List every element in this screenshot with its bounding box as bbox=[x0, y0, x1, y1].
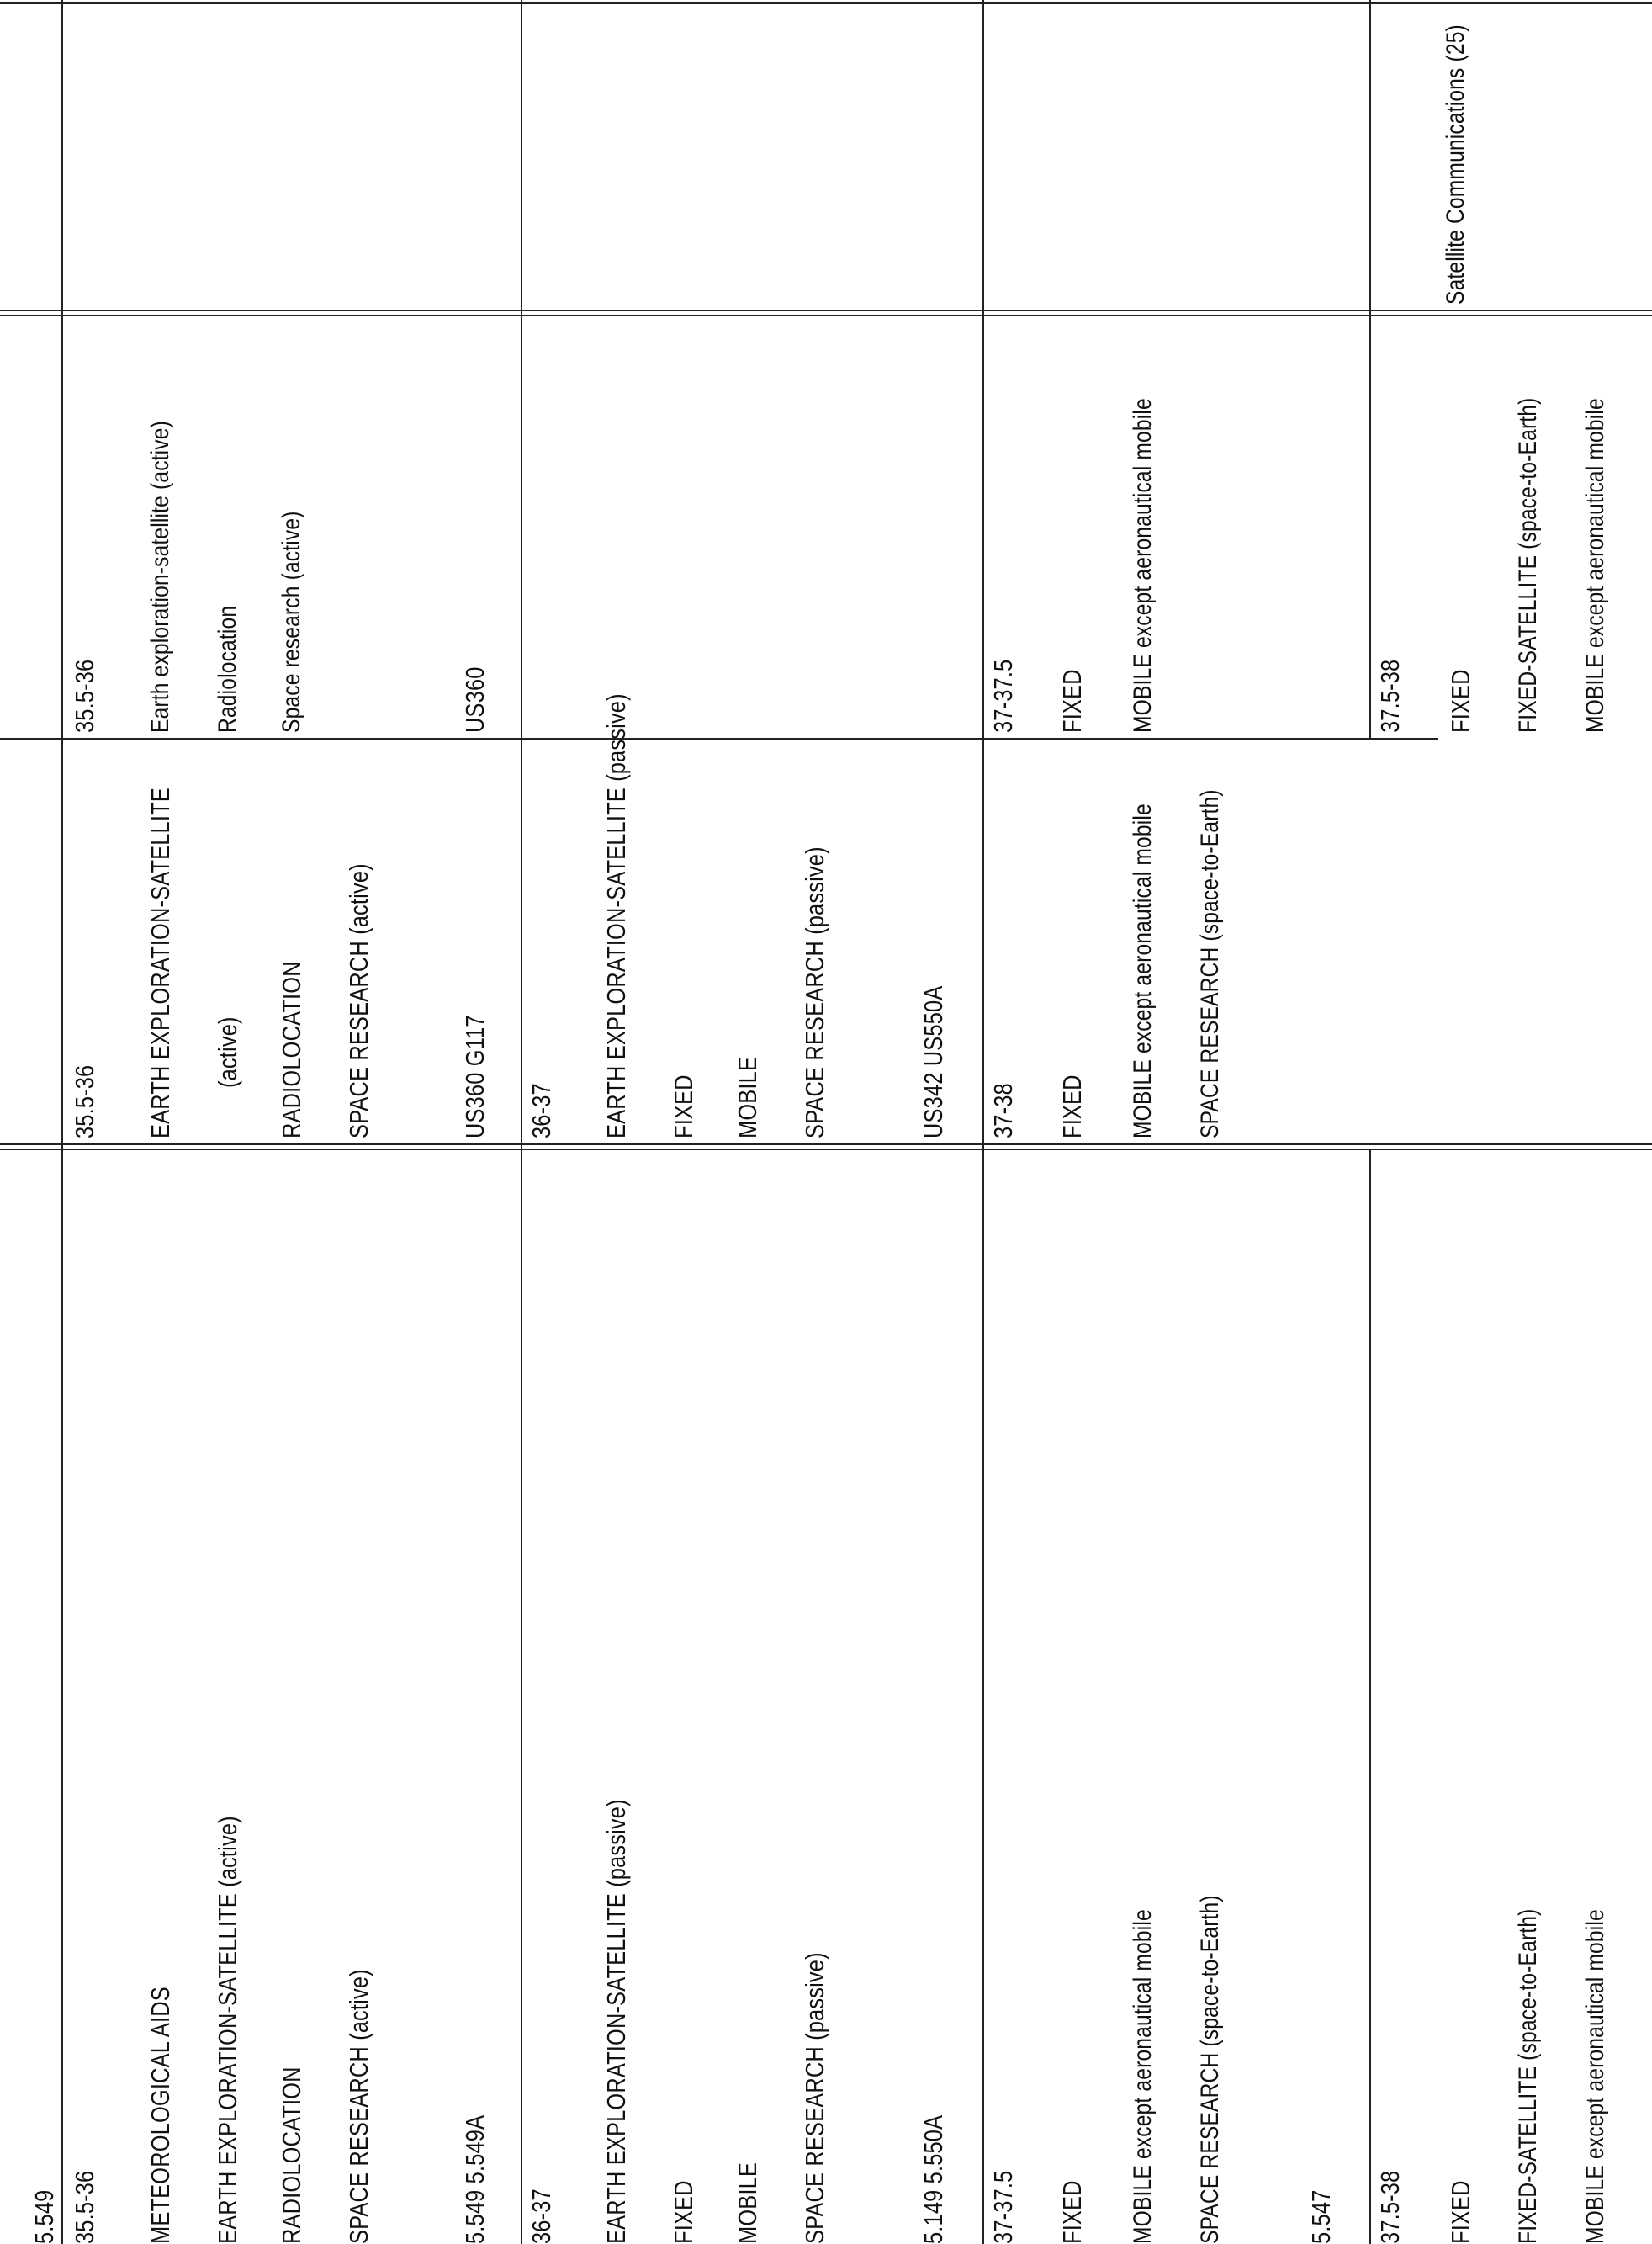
nonfederal-band-label: 35.5-36 bbox=[70, 659, 99, 733]
shared-footnotes: US342 US550A bbox=[919, 985, 948, 1138]
intl-service: FIXED bbox=[1057, 2180, 1087, 2244]
row-separator-3 bbox=[982, 0, 984, 2244]
shared-service: EARTH EXPLORATION-SATELLITE (passive) bbox=[601, 693, 631, 1138]
shared-service: FIXED bbox=[669, 1074, 698, 1138]
intl-service: SPACE RESEARCH (active) bbox=[344, 1969, 373, 2244]
intl-band-label: 35.5-36 bbox=[70, 2170, 99, 2244]
column-divider-federal bbox=[0, 738, 1438, 740]
intl-footnotes: 5.149 5.550A bbox=[919, 2114, 948, 2244]
federal-service: SPACE RESEARCH (space-to-Earth) bbox=[1196, 789, 1224, 1138]
intl-service: SPACE RESEARCH (space-to-Earth) bbox=[1196, 1895, 1224, 2244]
intl-service: EARTH EXPLORATION-SATELLITE (active) bbox=[213, 1816, 242, 2244]
shared-service: SPACE RESEARCH (passive) bbox=[800, 846, 829, 1138]
nonfederal-service: MOBILE except aeronautical mobile bbox=[1129, 398, 1157, 733]
intl-band-label: 37.5-38 bbox=[1375, 2170, 1405, 2244]
federal-service: MOBILE except aeronautical mobile bbox=[1129, 804, 1157, 1138]
intl-service: MOBILE except aeronautical mobile bbox=[1581, 1909, 1609, 2244]
row-separator-top bbox=[61, 0, 63, 2244]
nonfederal-service: MOBILE except aeronautical mobile bbox=[1581, 398, 1609, 733]
intl-footnotes: 5.549 5.549A bbox=[460, 2114, 490, 2244]
intl-service: RADIOLOCATION bbox=[277, 2066, 306, 2244]
federal-band-label: 37-38 bbox=[988, 1083, 1018, 1138]
row-separator-small bbox=[521, 302, 522, 740]
nonfederal-footnotes: US360 bbox=[460, 666, 490, 733]
intl-service: MOBILE except aeronautical mobile bbox=[1129, 1909, 1157, 2244]
row-separator-4b bbox=[1369, 0, 1371, 740]
intl-service: EARTH EXPLORATION-SATELLITE (passive) bbox=[601, 1799, 631, 2244]
intl-band-label: 36-37 bbox=[527, 2188, 556, 2244]
page-right-edge bbox=[0, 2, 1652, 4]
federal-service: SPACE RESEARCH (active) bbox=[344, 863, 373, 1138]
nonfederal-band-label: 37-37.5 bbox=[988, 659, 1018, 733]
intl-service: FIXED-SATELLITE (space-to-Earth) bbox=[1514, 1908, 1542, 2244]
nonfederal-service: Space research (active) bbox=[278, 511, 305, 733]
row-separator-4 bbox=[1369, 1150, 1371, 2244]
rule-part-label: Satellite Communications (25) bbox=[1442, 24, 1469, 305]
nonfederal-service: FIXED-SATELLITE (space-to-Earth) bbox=[1514, 397, 1542, 733]
nonfederal-band-label: 37.5-38 bbox=[1375, 659, 1405, 733]
column-double-2b bbox=[0, 310, 1652, 311]
federal-band-label: 35.5-36 bbox=[70, 1064, 99, 1138]
nonfederal-service: FIXED bbox=[1446, 669, 1475, 733]
intl-service: FIXED bbox=[669, 2180, 698, 2244]
federal-footnotes: US360 G117 bbox=[460, 1015, 490, 1138]
federal-service: EARTH EXPLORATION-SATELLITE bbox=[146, 788, 175, 1138]
nonfederal-service: Earth exploration-satellite (active) bbox=[146, 421, 174, 733]
intl-service: FIXED bbox=[1446, 2180, 1475, 2244]
column-double-1a bbox=[0, 1149, 1652, 1150]
federal-service: (active) bbox=[213, 1016, 242, 1088]
shared-service: MOBILE bbox=[733, 1056, 762, 1138]
federal-service: RADIOLOCATION bbox=[277, 961, 306, 1138]
top-band-footnote: 5.549 bbox=[29, 2189, 59, 2244]
intl-service: METEOROLOGICAL AIDS bbox=[146, 1987, 175, 2244]
column-double-2a bbox=[0, 315, 1652, 316]
intl-band-label: 37-37.5 bbox=[988, 2170, 1018, 2244]
federal-service: FIXED bbox=[1057, 1074, 1087, 1138]
intl-footnotes: 5.547 bbox=[1306, 2189, 1336, 2244]
nonfederal-service: Radiolocation bbox=[214, 605, 241, 733]
intl-service: SPACE RESEARCH (passive) bbox=[800, 1952, 829, 2244]
column-double-1b bbox=[0, 1143, 1652, 1145]
shared-band-label: 36-37 bbox=[527, 1083, 556, 1138]
intl-service: MOBILE bbox=[733, 2162, 762, 2244]
nonfederal-service: FIXED bbox=[1057, 669, 1087, 733]
